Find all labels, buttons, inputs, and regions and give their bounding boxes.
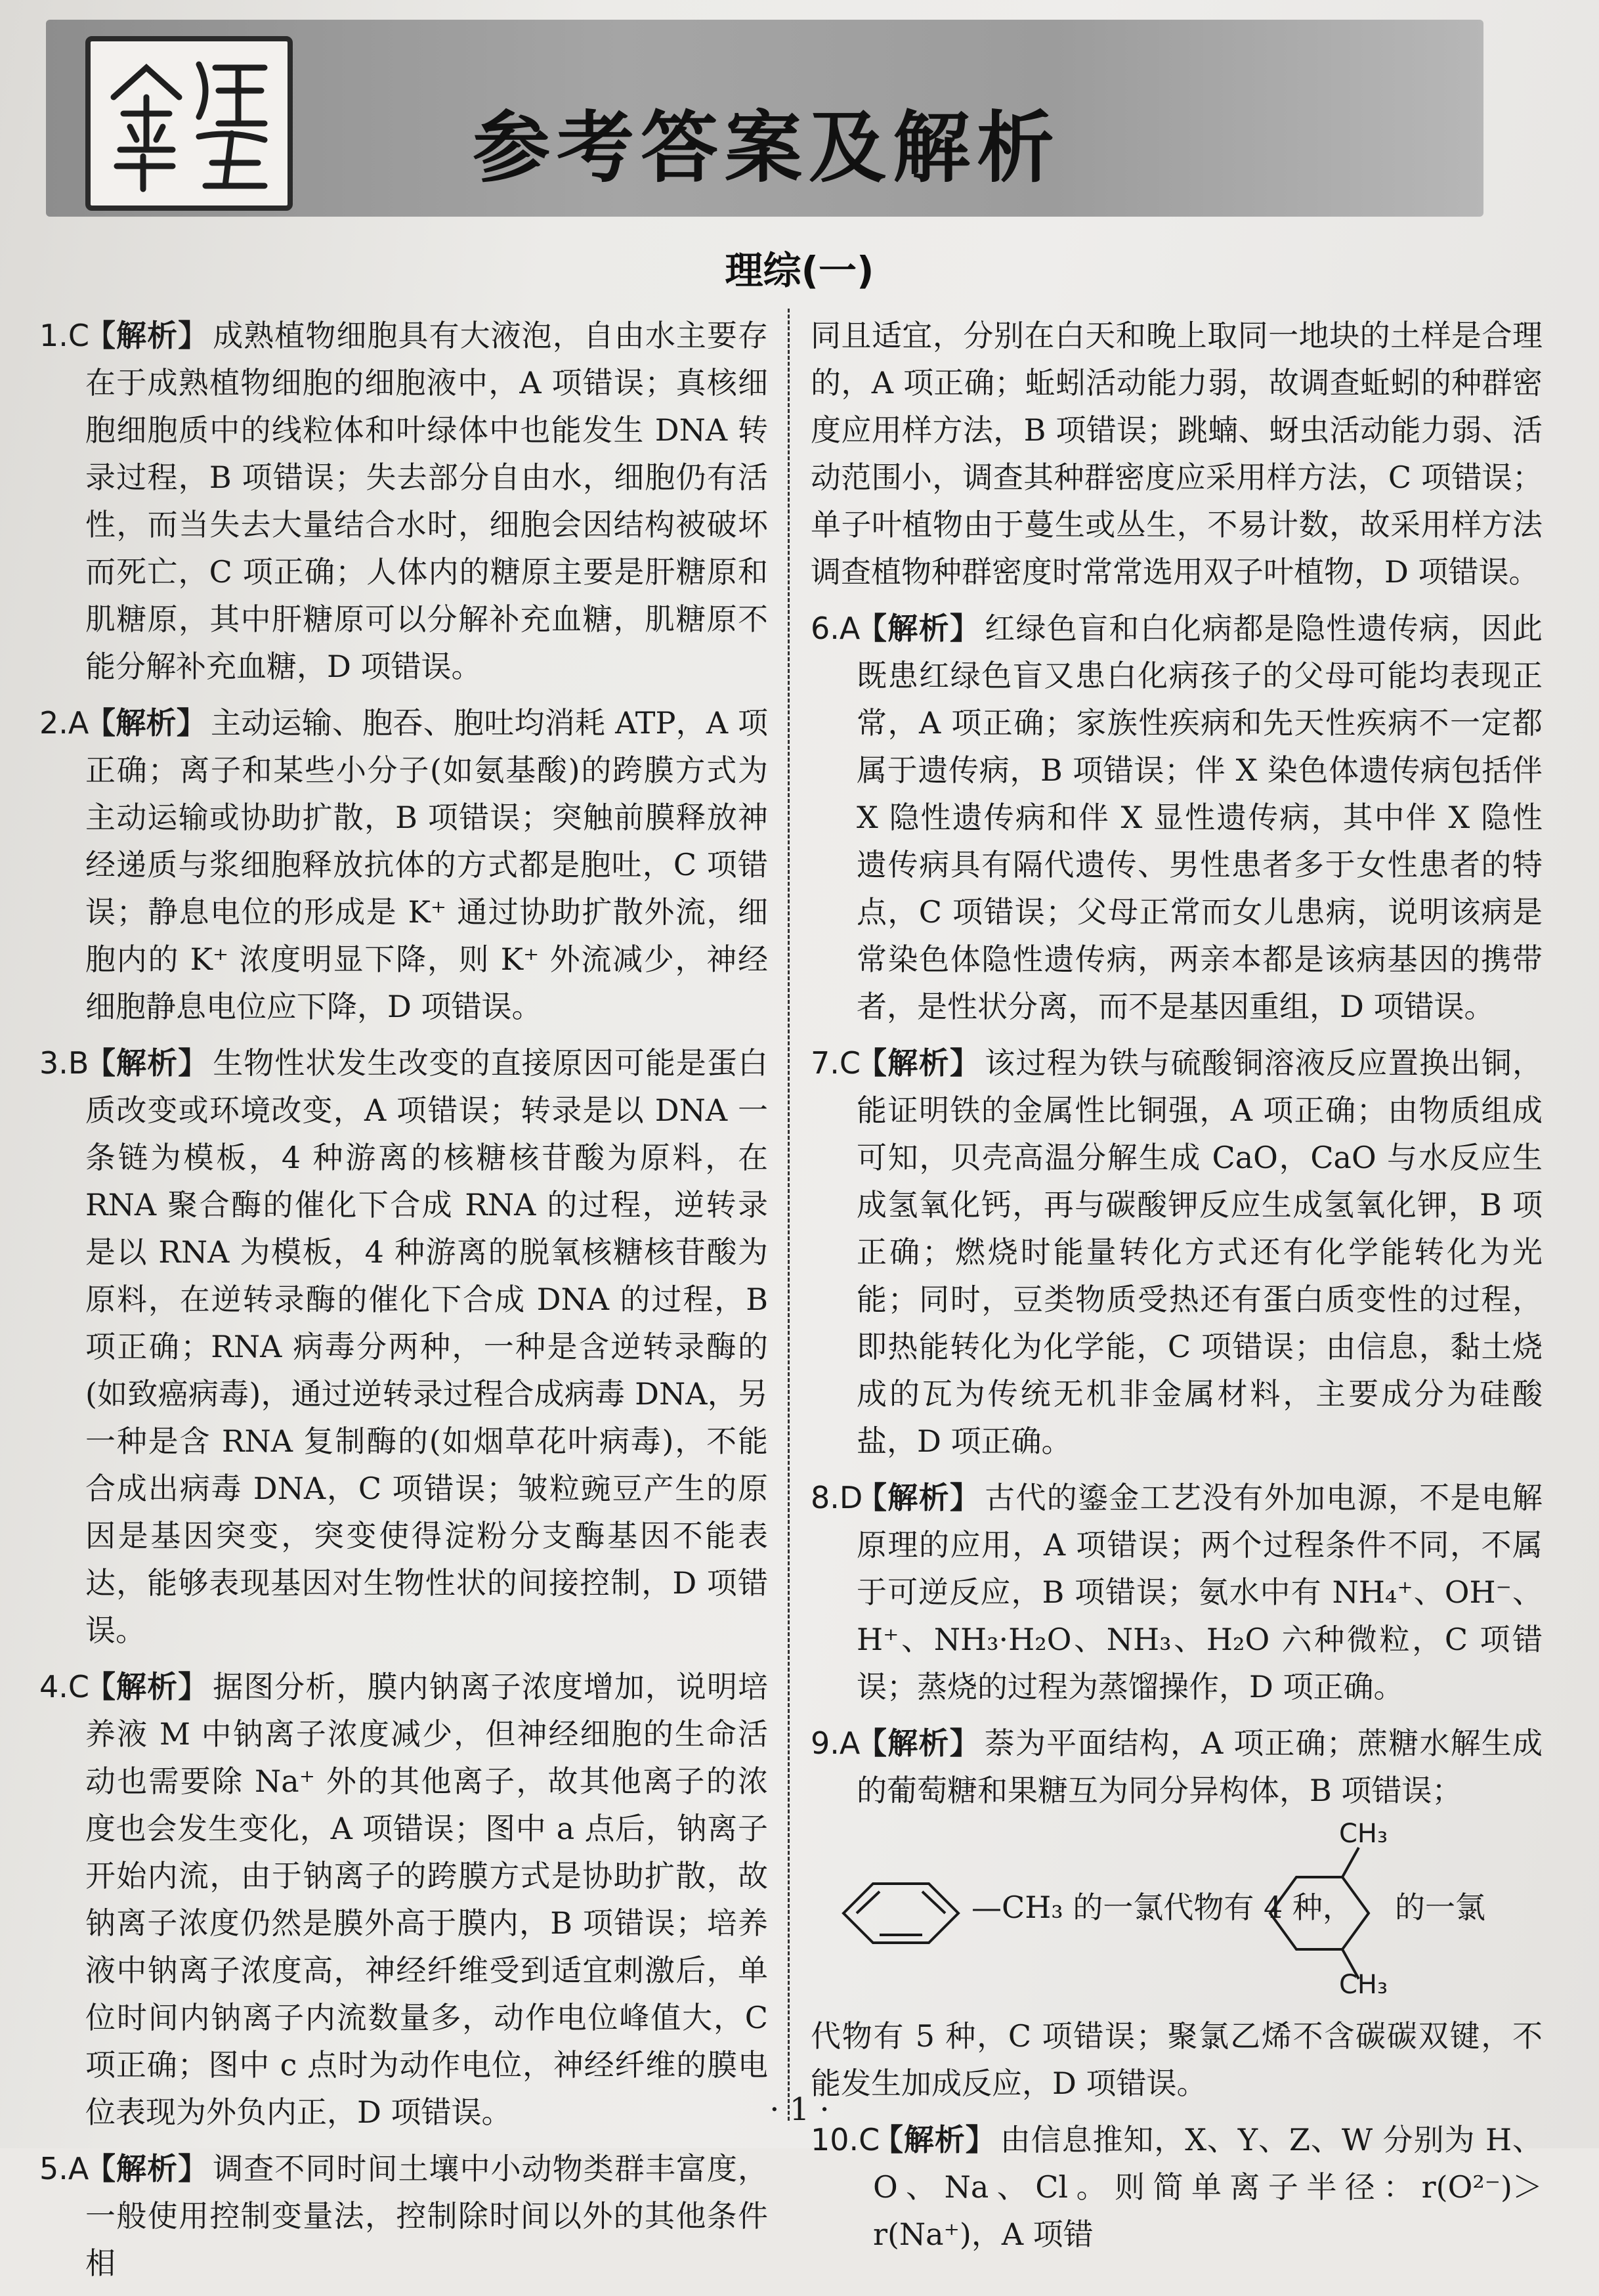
answer-text: 主动运输、胞吞、胞吐均消耗 ATP，A 项正确；离子和某些小分子(如氨基酸)的跨膜方式为主动运输或协助扩散，B 项错误；突触前膜释放神经递质与浆细胞释放抗体的方式都是胞吐，C 项错误；静息电位的形成是 K⁺ 通过协助扩散外流，细胞内的 K⁺ 浓度明显下降，则 K⁺ 外流减少，神经细胞静息电位应下降，D 项错误。 [85,705,769,1024]
answer-number: 4.C [39,1669,90,1704]
analysis-tag: 【解析】 [85,2151,209,2186]
analysis-tag: 【解析】 [857,611,981,646]
answer-number: 3.B [39,1045,89,1081]
answer-text: 该过程为铁与硫酸铜溶液反应置换出铜，能证明铁的金属性比铜强，A 项正确；由物质组成可知，贝壳高温分解生成 CaO，CaO 与水反应生成氢氧化钙，再与碳酸钾反应生成氢氧化钾，B 项正确；燃烧时能量转化方式还有化学能转化为光能；同时，豆类物质受热还有蛋白质变性的过程，即热能转化为化学能，C 项错误；由信息，黏土烧成的瓦为传统无机非金属材料，主要成分为硅酸盐，D 项正确。 [857,1045,1543,1459]
answer-text: 由信息推知，X、Y、Z、W 分别为 H、O、Na、Cl。则简单离子半径：r(O²⁻)＞r(Na⁺)，A 项错 [873,2122,1543,2252]
structure-text-2: 的一氯 [1395,1890,1485,1925]
answer-text: 古代的鎏金工艺没有外加电源，不是电解原理的应用，A 项错误；两个过程条件不同，不属于可逆反应，B 项错误；氨水中有 NH₄⁺、OH⁻、H⁺、NH₃·H₂O、NH₃、H₂O 六种微粒，C 项错误；蒸烧的过程为蒸馏操作，D 项正确。 [857,1480,1543,1704]
chemical-structures [811,1818,1543,2008]
structure-text-1: —CH₃ 的一氯代物有 4 种， [971,1890,1353,1925]
section-title: 理综(一) [725,248,874,293]
answer-number: 7.C [811,1045,861,1081]
answer-9-continuation: 代物有 5 种，C 项错误；聚氯乙烯不含碳碳双键，不能发生加成反应，D 项错误。 [811,2018,1543,2101]
answer-text: 萘为平面结构，A 项正确；蔗糖水解生成的葡萄糖和果糖互为同分异构体，B 项错误； [857,1725,1543,1808]
answer-item-8 [811,1474,1543,1710]
answer-number: 2.A [39,705,89,741]
answer-item-7 [811,1039,1543,1465]
answer-5-continuation: 同且适宜，分别在白天和晚上取同一地块的土样是合理的，A 项正确；蚯蚓活动能力弱，故调查蚯蚓的种群密度应用样方法，B 项错误；跳蝻、蚜虫活动能力弱、活动范围小，调查其种群密度应采用样方法，C 项错误；单子叶植物由于蔓生或丛生，不易计数，故采用样方法调查植物种群密度时常常选用双子叶植物，D 项错误。 [811,318,1543,590]
answer-text: 调查不同时间土壤中小动物类群丰富度，一般使用控制变量法，控制除时间以外的其他条件相 [85,2151,769,2281]
analysis-tag: 【解析】 [857,1725,981,1761]
answer-number: 10.C [811,2122,880,2157]
answer-item-10 [811,2116,1543,2258]
analysis-tag: 【解析】 [85,1045,209,1081]
methyl-bottom-label: CH₃ [1339,1970,1388,2000]
answer-number: 5.A [39,2151,89,2186]
answer-text: 红绿色盲和白化病都是隐性遗传病，因此既患红绿色盲又患白化病孩子的父母可能均表现正常，A 项正确；家族性疾病和先天性疾病不一定都属于遗传病，B 项错误；伴 X 染色体遗传病包括伴 X 隐性遗传病和伴 X 显性遗传病，其中伴 X 隐性遗传病具有隔代遗传、男性患者多于女性患者的特点，C 项错误；父母正常而女儿患病，说明该病是常染色体隐性遗传病，两亲本都是该病基因的携带者，是性状分离，而不是基因重组，D 项错误。 [857,611,1543,1024]
answer-number: 9.A [811,1725,861,1761]
answer-text: 成熟植物细胞具有大液泡，自由水主要存在于成熟植物细胞的细胞液中，A 项错误；真核细胞细胞质中的线粒体和叶绿体中也能发生 DNA 转录过程，B 项错误；失去部分自由水，细胞仍有活性，而当失去大量结合水时，细胞会因结构被破坏而死亡，C 项正确；人体内的糖原主要是肝糖原和肌糖原，其中肝糖原可以分解补充血糖，肌糖原不能分解补充血糖，D 项错误。 [85,318,769,684]
column-divider [788,309,790,2121]
page-title: 参考答案及解析 [473,102,1061,193]
logo-seal [85,36,293,211]
answer-item-4 [39,1663,768,2136]
left-column [39,312,768,2296]
analysis-tag: 【解析】 [85,1669,209,1704]
answer-number: 8.D [811,1480,863,1515]
analysis-tag: 【解析】 [85,705,207,741]
analysis-tag: 【解析】 [857,1045,981,1081]
answer-item-5 [39,2145,768,2287]
answer-item-3 [39,1039,768,1654]
seal-icon [100,51,278,196]
answer-item-1 [39,312,768,690]
answer-number: 6.A [811,611,861,646]
answer-item-9 [811,1720,1543,1814]
methyl-top-label: CH₃ [1339,1819,1388,1849]
answer-item-2 [39,699,768,1030]
answer-text: 据图分析，膜内钠离子浓度增加，说明培养液 M 中钠离子浓度减少，但神经细胞的生命活动也需要除 Na⁺ 外的其他离子，故其他离子的浓度也会发生变化，A 项错误；图中 a 点后，钠离子开始内流，由于钠离子的跨膜方式是协助扩散，故钠离子浓度仍然是膜外高于膜内，B 项错误；培养液中钠离子浓度高，神经纤维受到适宜刺激后，单位时间内钠离子内流数量多，动作电位峰值大，C 项正确；图中 c 点时为动作电位，神经纤维的膜电位表现为外负内正，D 项错误。 [85,1669,769,2130]
analysis-tag: 【解析】 [873,2122,996,2157]
page-number: · 1 · [769,2091,830,2128]
analysis-tag: 【解析】 [857,1480,981,1515]
answer-text: 生物性状发生改变的直接原因可能是蛋白质改变或环境改变，A 项错误；转录是以 DNA 一条链为模板，4 种游离的核糖核苷酸为原料，在 RNA 聚合酶的催化下合成 RNA 的过程，逆转录是以 RNA 为模板，4 种游离的脱氧核糖核苷酸为原料，在逆转录酶的催化下合成 DNA 的过程，B 项正确；RNA 病毒分两种，一种是含逆转录酶的(如致癌病毒)，通过逆转录过程合成病毒 DNA，另一种是含 RNA 复制酶的(如烟草花叶病毒)，不能合成出病毒 DNA，C 项错误；皱粒豌豆产生的原因是基因突变，突变使得淀粉分支酶基因不能表达，能够表现基因对生物性状的间接控制，D 项错误。 [85,1045,769,1648]
answer-item-6 [811,605,1543,1030]
right-column [811,312,1543,2267]
answer-number: 1.C [39,318,90,353]
analysis-tag: 【解析】 [85,318,209,353]
